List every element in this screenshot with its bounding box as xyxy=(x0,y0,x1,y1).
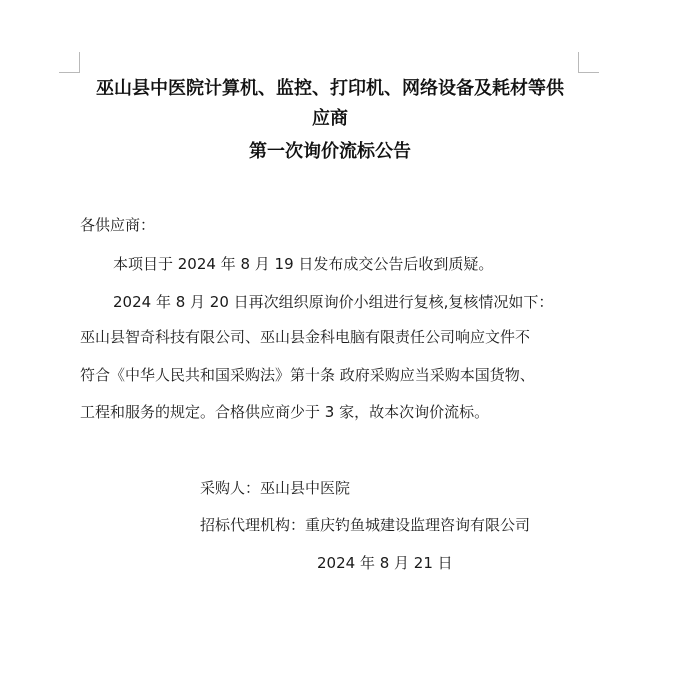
purchaser-signature: 采购人：巫山县中医院 xyxy=(200,479,351,497)
greeting: 各供应商： xyxy=(80,216,156,234)
paragraph-2-line-4: 工程和服务的规定。合格供应商少于 3 家，故本次询价流标。 xyxy=(80,403,490,421)
paragraph-2-line-3: 符合《中华人民共和国采购法》第十条 政府采购应当采购本国货物、 xyxy=(80,366,535,384)
title-line-3: 第一次询价流标公告 xyxy=(249,141,411,162)
title-line-1: 巫山县中医院计算机、监控、打印机、网络设备及耗材等供 xyxy=(96,78,564,99)
paragraph-2-line-2: 巫山县智奇科技有限公司、巫山县金科电脑有限责任公司响应文件不 xyxy=(80,328,531,346)
top-right-margin-mark xyxy=(578,52,599,73)
paragraph-2-line-1: 2024 年 8 月 20 日再次组织原询价小组进行复核,复核情况如下： xyxy=(113,293,554,311)
paragraph-1: 本项目于 2024 年 8 月 19 日发布成交公告后收到质疑。 xyxy=(113,255,494,273)
notice-date: 2024 年 8 月 21 日 xyxy=(317,554,453,572)
title-line-2: 应商 xyxy=(312,108,348,129)
agency-signature: 招标代理机构：重庆钓鱼城建设监理咨询有限公司 xyxy=(200,516,531,534)
top-left-margin-mark xyxy=(59,52,80,73)
